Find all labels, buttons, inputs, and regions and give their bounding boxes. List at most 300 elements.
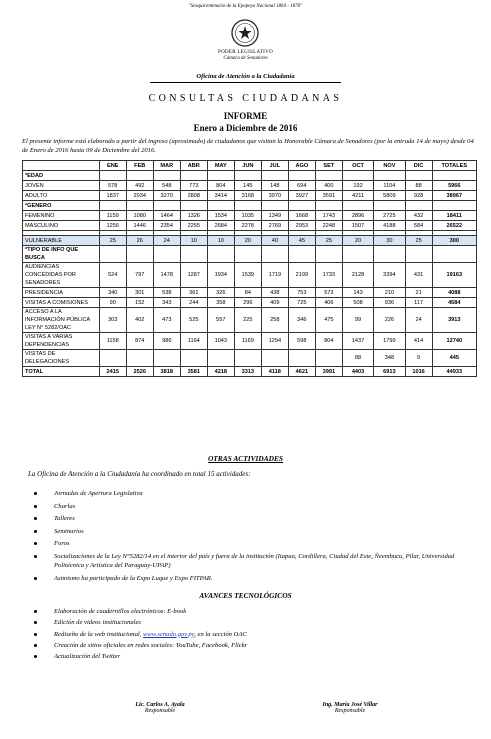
table-cell — [315, 201, 342, 211]
table-cell: 24 — [153, 236, 180, 246]
table-cell: 525 — [180, 308, 207, 333]
table-cell: 4211 — [342, 191, 373, 201]
table-cell: 548 — [153, 181, 180, 191]
table-row — [23, 191, 477, 201]
table-row — [23, 221, 477, 231]
list-item-text: Socializaciones de la Ley N°5282/14 en el interior del país y fuera de la institución (Itapua, Cordillera, Ciudad del Este, Ñeembucu, Pilar, Universidad Politécnica y Artística del Paraguay-UPAP) — [54, 552, 455, 569]
table-cell: 1043 — [207, 333, 234, 350]
signature-role: Responsable — [334, 708, 366, 714]
table-cell: 225 — [234, 308, 261, 333]
table-cell — [180, 171, 207, 181]
list-item-text: Rediseño de la web institucional, — [54, 630, 144, 638]
table-cell: 1837 — [99, 191, 126, 201]
table-cell: 1534 — [207, 211, 234, 221]
table-row — [23, 246, 477, 263]
bullet-icon — [34, 633, 37, 636]
table-cell: 300 — [432, 236, 476, 246]
table-cell: 25 — [405, 236, 432, 246]
table-cell: 557 — [207, 308, 234, 333]
table-cell: 2248 — [315, 221, 342, 231]
statistics-table — [22, 160, 477, 377]
table-cell: 244 — [180, 298, 207, 308]
table-cell: 19163 — [432, 263, 476, 288]
column-header: FEB — [126, 161, 153, 171]
table-row — [23, 333, 477, 350]
row-label: MASCULINO — [23, 221, 100, 231]
bullet-icon — [34, 610, 37, 613]
column-header: ENE — [99, 161, 126, 171]
report-period: Enero a Diciembre de 2016 — [193, 123, 298, 133]
bullet-icon — [34, 621, 37, 624]
table-cell: 26522 — [432, 221, 476, 231]
table-cell — [261, 171, 288, 181]
row-label: *EDAD — [23, 171, 100, 181]
table-cell: 90 — [99, 298, 126, 308]
table-cell — [405, 201, 432, 211]
row-label: VULNERABLE — [23, 236, 100, 246]
table-cell: 2896 — [342, 211, 373, 221]
activities-title: OTRAS ACTIVIDADES — [207, 454, 284, 463]
table-row — [23, 288, 477, 298]
row-label: PRESIDENCIA — [23, 288, 100, 298]
table-cell — [261, 201, 288, 211]
senate-seal-icon — [230, 18, 260, 48]
table-row — [23, 236, 477, 246]
table-cell — [288, 171, 315, 181]
table-cell: 874 — [126, 333, 153, 350]
table-cell: 1287 — [180, 263, 207, 288]
column-header: OCT — [342, 161, 373, 171]
table-cell: 1539 — [234, 263, 261, 288]
table-cell — [432, 246, 476, 263]
table-cell: 1035 — [234, 211, 261, 221]
column-header: JUL — [261, 161, 288, 171]
table-cell: 18411 — [432, 211, 476, 221]
table-cell: 3927 — [288, 191, 315, 201]
table-cell — [288, 350, 315, 367]
table-cell: 2526 — [126, 367, 153, 377]
list-item — [26, 514, 478, 523]
table-cell — [207, 246, 234, 263]
table-cell — [234, 171, 261, 181]
table-cell: 986 — [153, 333, 180, 350]
table-cell: 2769 — [261, 221, 288, 231]
table-row — [23, 171, 477, 181]
table-cell: 3581 — [180, 367, 207, 377]
table-cell — [99, 171, 126, 181]
list-item — [26, 618, 478, 627]
list-item — [26, 641, 478, 650]
table-cell: 1349 — [261, 211, 288, 221]
table-cell: 2034 — [126, 191, 153, 201]
row-label: *TIPO DE INFO QUE BUSCA — [23, 246, 100, 263]
column-header: SET — [315, 161, 342, 171]
table-cell: 40 — [261, 236, 288, 246]
table-cell: 226 — [374, 308, 405, 333]
table-cell — [234, 246, 261, 263]
row-label: VISITAS A COMISIONES — [23, 298, 100, 308]
table-cell — [342, 246, 373, 263]
list-item-text: Edición de videos institucionales — [54, 619, 141, 627]
row-label: ACCESO A LA INFORMACIÓN PÚBLICA LEY N° 5282/OAC — [23, 308, 100, 333]
table-cell: 3270 — [153, 191, 180, 201]
table-cell: 148 — [261, 181, 288, 191]
table-cell: 38967 — [432, 191, 476, 201]
table-cell: 753 — [288, 288, 315, 298]
bullet-icon — [34, 555, 37, 558]
table-cell: 445 — [432, 350, 476, 367]
column-header: NOV — [374, 161, 405, 171]
list-item-text: Seminarios — [54, 527, 84, 535]
bullet-icon — [34, 577, 37, 580]
table-cell — [315, 246, 342, 263]
table-cell: 475 — [315, 308, 342, 333]
table-cell — [315, 171, 342, 181]
table-cell — [153, 246, 180, 263]
list-item — [26, 489, 478, 498]
list-item — [26, 539, 478, 548]
table-cell: 406 — [315, 298, 342, 308]
table-header-row — [23, 161, 477, 171]
column-header: MAR — [153, 161, 180, 171]
table-cell: 1464 — [153, 211, 180, 221]
table-cell — [207, 171, 234, 181]
report-title: INFORME — [223, 111, 268, 121]
table-cell: 88 — [405, 181, 432, 191]
table-cell — [99, 246, 126, 263]
table-cell — [342, 201, 373, 211]
signature-name: Ing. María José Villar — [322, 702, 378, 708]
table-cell: 1104 — [374, 181, 405, 191]
table-cell: 143 — [342, 288, 373, 298]
table-cell: 210 — [374, 288, 405, 298]
table-cell: 2354 — [153, 221, 180, 231]
table-cell: 2725 — [374, 211, 405, 221]
table-cell: 4621 — [288, 367, 315, 377]
table-cell: 4188 — [374, 221, 405, 231]
table-cell: 20 — [234, 236, 261, 246]
table-cell: 4403 — [342, 367, 373, 377]
table-cell: 2808 — [180, 191, 207, 201]
list-item — [26, 552, 478, 570]
table-cell: 3394 — [374, 263, 405, 288]
table-cell — [261, 350, 288, 367]
table-cell: 1733 — [315, 263, 342, 288]
bullet-icon — [34, 655, 37, 658]
table-cell: 3991 — [315, 367, 342, 377]
bullet-icon — [34, 530, 37, 533]
list-item-text: , en la sección OAC — [194, 630, 247, 638]
table-cell: 340 — [99, 288, 126, 298]
table-cell: 296 — [234, 298, 261, 308]
table-row — [23, 367, 477, 377]
table-cell — [342, 171, 373, 181]
list-item-text: Asimismo ha participado de la Expo Luque y Expo FITPAR. — [54, 574, 213, 582]
table-cell: 30 — [374, 236, 405, 246]
table-row — [23, 181, 477, 191]
table-cell: 804 — [207, 181, 234, 191]
table-cell — [234, 350, 261, 367]
table-cell: 438 — [261, 288, 288, 298]
table-cell: 9 — [405, 350, 432, 367]
table-cell: 400 — [315, 181, 342, 191]
table-cell: 508 — [342, 298, 373, 308]
table-cell — [374, 201, 405, 211]
bullet-icon — [34, 492, 37, 495]
table-cell: 1158 — [99, 333, 126, 350]
table-cell — [180, 246, 207, 263]
list-item — [26, 630, 478, 639]
table-row — [23, 263, 477, 288]
table-cell: 598 — [288, 333, 315, 350]
table-cell: 2255 — [180, 221, 207, 231]
table-cell: 3168 — [234, 191, 261, 201]
row-label: JOVEN — [23, 181, 100, 191]
table-cell — [234, 201, 261, 211]
column-header: DIC — [405, 161, 432, 171]
signature-role: Responsable — [144, 708, 176, 714]
table-cell — [405, 246, 432, 263]
signature-2 — [290, 702, 410, 714]
row-label: AUDIENCIAS CONCEDIDAS POR SENADORES — [23, 263, 100, 288]
table-cell: 20 — [342, 236, 373, 246]
table-cell: 936 — [374, 298, 405, 308]
website-link[interactable]: www.senado.gov.py — [143, 630, 195, 638]
table-cell: 348 — [374, 350, 405, 367]
table-cell: 2415 — [99, 367, 126, 377]
table-cell: 1799 — [374, 333, 405, 350]
table-cell: 145 — [234, 181, 261, 191]
row-label: *GENERO — [23, 201, 100, 211]
table-cell: 3818 — [153, 367, 180, 377]
list-item-text: Jornadas de Apertura Legislativa — [54, 490, 143, 497]
table-cell: 402 — [126, 308, 153, 333]
table-cell: 21 — [405, 288, 432, 298]
list-item-text: Charlas — [54, 502, 76, 510]
table-cell: 797 — [126, 263, 153, 288]
list-item-text: Actualización del Twitter — [54, 653, 121, 661]
table-cell: 4118 — [261, 367, 288, 377]
row-label: VISITAS DE DELEGACIONES — [23, 350, 100, 367]
list-item — [26, 574, 478, 583]
table-cell: 2953 — [288, 221, 315, 231]
table-cell: 358 — [207, 298, 234, 308]
table-cell: 99 — [342, 308, 373, 333]
table-cell: 3970 — [261, 191, 288, 201]
org-name: PODER LEGISLATIVO — [218, 50, 273, 55]
table-cell: 928 — [405, 191, 432, 201]
table-cell: 773 — [180, 181, 207, 191]
table-cell: 152 — [126, 298, 153, 308]
table-cell: 1294 — [261, 333, 288, 350]
list-item — [26, 527, 478, 536]
list-item-text: Talleres — [54, 515, 75, 523]
signature-name: Lic. Carlos A. Ayala — [135, 702, 185, 708]
table-cell — [432, 201, 476, 211]
table-cell: 1016 — [405, 367, 432, 377]
table-cell: 1719 — [261, 263, 288, 288]
table-cell — [207, 201, 234, 211]
table-cell: 44933 — [432, 367, 476, 377]
list-item-text: Foros — [54, 540, 70, 548]
tech-list — [26, 607, 478, 663]
office-name: Oficina de Atención a la Ciudadanía — [196, 73, 295, 80]
table-cell: 4218 — [207, 367, 234, 377]
list-item — [26, 502, 478, 511]
table-cell: 573 — [315, 288, 342, 298]
table-cell: 1668 — [288, 211, 315, 221]
table-cell — [99, 201, 126, 211]
table-cell: 1159 — [99, 211, 126, 221]
table-cell — [374, 171, 405, 181]
table-cell: 2128 — [342, 263, 373, 288]
divider — [150, 82, 341, 83]
table-cell: 2684 — [207, 221, 234, 231]
table-cell: 6913 — [374, 367, 405, 377]
bullet-icon — [34, 517, 37, 520]
activities-intro: La Oficina de Atención a la Ciudadanía ha coordinado en total 15 actividades: — [28, 470, 251, 478]
bullet-icon — [34, 505, 37, 508]
table-cell — [126, 246, 153, 263]
table-cell: 1446 — [126, 221, 153, 231]
table-cell: 5966 — [432, 181, 476, 191]
row-label: ADULTO — [23, 191, 100, 201]
tech-title: AVANCES TECNOLÓGICOS — [199, 591, 292, 600]
table-cell: 4088 — [432, 288, 476, 298]
table-cell: 45 — [288, 236, 315, 246]
column-header: AGO — [288, 161, 315, 171]
list-item — [26, 607, 478, 616]
table-cell: 361 — [180, 288, 207, 298]
table-row — [23, 350, 477, 367]
table-cell: 84 — [234, 288, 261, 298]
bullet-icon — [34, 644, 37, 647]
table-cell: 10 — [180, 236, 207, 246]
table-cell: 578 — [99, 181, 126, 191]
table-cell — [207, 350, 234, 367]
table-cell: 26 — [126, 236, 153, 246]
table-cell: 414 — [405, 333, 432, 350]
org-chamber: Cámara de Senadores — [223, 56, 268, 61]
epigraph: "Sesquicentenario de la Epopeya Nacional 1864 - 1870" — [188, 4, 303, 9]
table-cell: 4584 — [432, 298, 476, 308]
table-cell — [126, 201, 153, 211]
table-cell: 1080 — [126, 211, 153, 221]
table-row — [23, 201, 477, 211]
table-cell: 1326 — [180, 211, 207, 221]
list-item-text: Creación de sitios oficiales en redes sociales: YouTube, Facebook, Flickr — [54, 641, 248, 649]
row-label: TOTAL — [23, 367, 100, 377]
column-header: ABR — [180, 161, 207, 171]
table-cell — [261, 246, 288, 263]
table-cell: 431 — [405, 263, 432, 288]
table-cell — [374, 246, 405, 263]
table-cell: 301 — [126, 288, 153, 298]
column-header: JUN — [234, 161, 261, 171]
table-cell: 473 — [153, 308, 180, 333]
table-cell: 1256 — [99, 221, 126, 231]
table-cell — [153, 201, 180, 211]
bullet-icon — [34, 542, 37, 545]
table-cell — [432, 171, 476, 181]
table-cell: 3313 — [234, 367, 261, 377]
table-cell: 12740 — [432, 333, 476, 350]
table-cell: 343 — [153, 298, 180, 308]
table-cell: 117 — [405, 298, 432, 308]
table-cell: 303 — [99, 308, 126, 333]
table-cell: 492 — [126, 181, 153, 191]
table-cell: 538 — [153, 288, 180, 298]
table-cell — [288, 201, 315, 211]
table-cell: 584 — [405, 221, 432, 231]
table-cell — [405, 171, 432, 181]
table-cell: 409 — [261, 298, 288, 308]
table-cell — [288, 246, 315, 263]
table-cell: 1478 — [153, 263, 180, 288]
table-cell — [153, 350, 180, 367]
table-cell: 88 — [342, 350, 373, 367]
table-cell: 2199 — [288, 263, 315, 288]
table-cell: 1507 — [342, 221, 373, 231]
page-title: CONSULTAS CIUDADANAS — [148, 93, 343, 104]
table-cell: 524 — [99, 263, 126, 288]
table-cell: 326 — [207, 288, 234, 298]
row-label: FEMENINO — [23, 211, 100, 221]
list-item — [26, 652, 478, 661]
list-item-text: Elaboración de cuadernillos electrónicos: E-book — [54, 608, 187, 615]
table-cell: 25 — [99, 236, 126, 246]
table-cell: 432 — [405, 211, 432, 221]
intro-paragraph: El presente informe está elaborado a partir del ingreso (aproximado) de ciudadanos que visitan la Honorable Cámara de Senadores (por la entrada 14 de mayo) desde 04 de Enero de 2016 hasta 09 de Diciembre del 2016. — [22, 138, 474, 154]
table-row — [23, 308, 477, 333]
table-row — [23, 211, 477, 221]
table-cell — [180, 350, 207, 367]
row-label: VISITAS A VARIAS DEPENDENCIAS — [23, 333, 100, 350]
table-cell — [99, 350, 126, 367]
table-cell — [126, 350, 153, 367]
table-cell: 5809 — [374, 191, 405, 201]
table-cell: 10 — [207, 236, 234, 246]
table-cell: 694 — [288, 181, 315, 191]
column-header: TOTALES — [432, 161, 476, 171]
table-cell: 1743 — [315, 211, 342, 221]
table-cell: 25 — [315, 236, 342, 246]
table-cell: 1164 — [180, 333, 207, 350]
table-cell: 725 — [288, 298, 315, 308]
column-header — [23, 161, 100, 171]
column-header: MAY — [207, 161, 234, 171]
signature-1 — [100, 702, 220, 714]
table-cell: 804 — [315, 333, 342, 350]
table-cell: 3414 — [207, 191, 234, 201]
table-cell: 346 — [288, 308, 315, 333]
table-cell — [153, 171, 180, 181]
table-cell — [180, 201, 207, 211]
table-cell: 2278 — [234, 221, 261, 231]
table-cell: 258 — [261, 308, 288, 333]
table-cell: 1934 — [207, 263, 234, 288]
table-cell: 1437 — [342, 333, 373, 350]
table-cell: 3591 — [315, 191, 342, 201]
table-cell: 1169 — [234, 333, 261, 350]
activities-list — [26, 489, 478, 586]
table-cell: 192 — [342, 181, 373, 191]
table-cell — [315, 350, 342, 367]
table-cell — [126, 171, 153, 181]
table-cell: 3913 — [432, 308, 476, 333]
table-row — [23, 298, 477, 308]
table-cell: 24 — [405, 308, 432, 333]
